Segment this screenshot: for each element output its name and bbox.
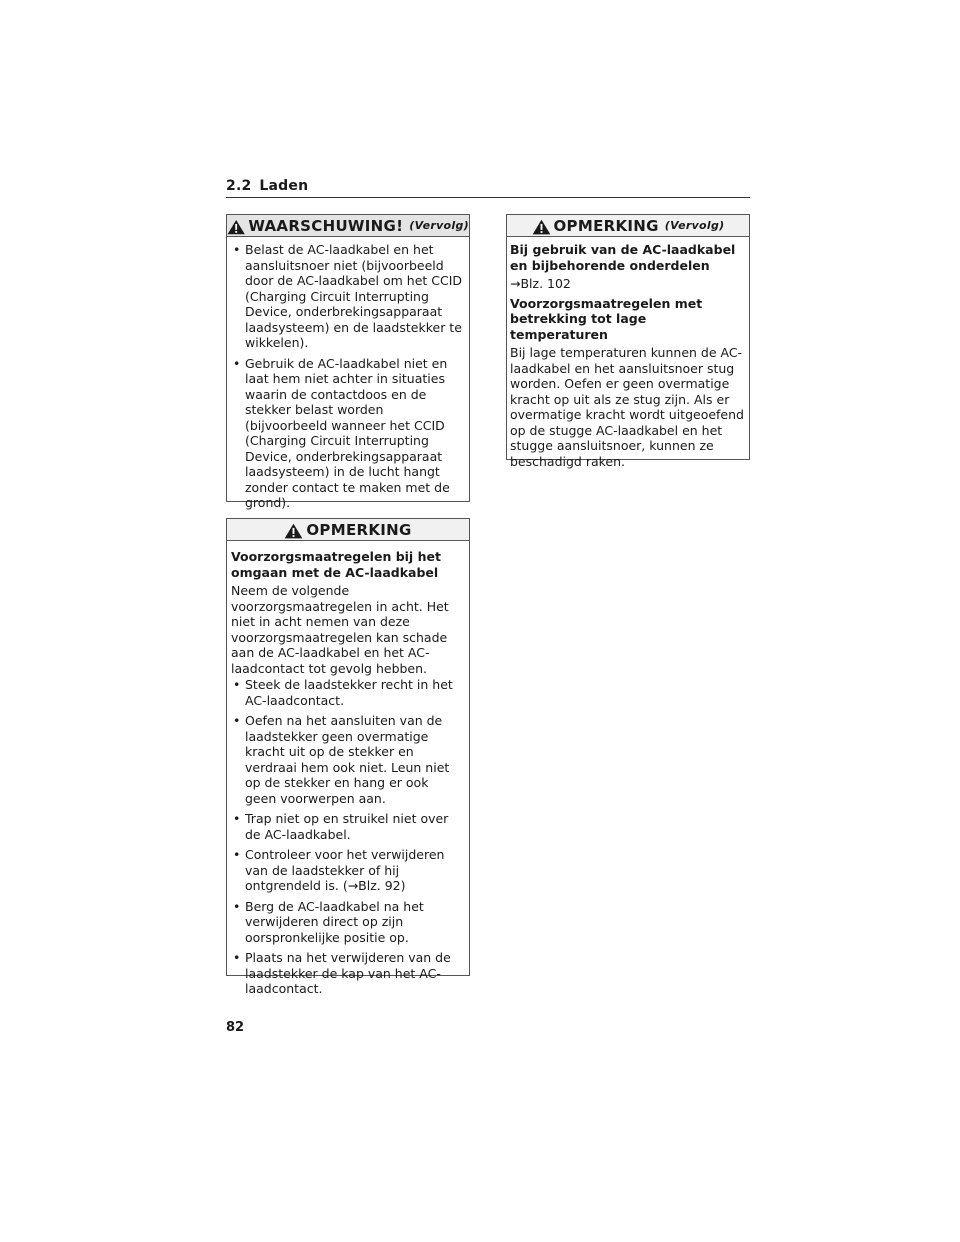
note-continued-box [506,214,750,469]
note-box-header [227,519,469,541]
warning-continued-label: (Vervolg) [409,219,469,232]
warning-triangle-icon [284,523,303,539]
section-title: Laden [259,178,309,194]
warning-title: WAARSCHUWING! [248,216,404,235]
note-box-body [227,541,469,1008]
note-body-2: Bij lage temperaturen kunnen de AC-laadkabel en het aansluitsnoer stug worden. Oefen er geen overmatige kracht op uit als ze stug zijn. Als er overmatige kracht wordt uitgeoefend op de stugge AC-laadkabel en het stugge aansluitsnoer, kunnen ze beschadigd raken. [510,345,744,469]
note-continued-label: (Vervolg) [664,219,725,232]
warning-triangle-icon [532,219,551,235]
warning-list [231,242,463,511]
section-number: 2.2 [226,178,252,194]
list-item: • Controleer voor het verwijderen van de laadstekker of hij ontgrendeld is. (→Blz. 92) [231,847,463,894]
list-item: • Plaats na het verwijderen van de laadstekker de kap van het AC-laadcontact. [231,950,463,997]
warning-box-header [227,215,469,237]
list-item: • Gebruik de AC-laadkabel niet en laat hem niet achter in situaties waarin de contactdoos en de stekker belast worden (bijvoorbeeld wanneer het CCID (Charging Circuit Interrupting Device, onderbrekingsapparaat laadsysteem) in de lucht hangt zonder contact te maken met de grond). [231,356,463,511]
note-box [226,518,470,996]
note-subheading-2: Voorzorgsmaatregelen met betrekking tot lage temperaturen [510,295,703,342]
note-continued-header [507,215,749,237]
list-item: • Trap niet op en struikel niet over de AC-laadkabel. [231,811,463,842]
list-item: • Belast de AC-laadkabel en het aansluitsnoer niet (bijvoorbeeld door de AC-laadkabel om het CCID (Charging Circuit Interrupting Device, onderbrekingsapparaat laadsysteem) en de laadstekker te wikkelen). [231,242,463,351]
warning-triangle-icon [227,219,245,235]
note-title: OPMERKING [306,520,412,539]
note-continued-title: OPMERKING [553,216,659,235]
section-header [226,178,750,198]
note-list [231,677,463,997]
note-subheading-1: Bij gebruik van de AC-laadkabel en bijbehorende onderdelen [510,242,736,273]
warning-box [226,214,470,510]
list-item: • Oefen na het aansluiten van de laadstekker geen overmatige kracht uit op de stekker en verdraai hem ook niet. Leun niet op de stekker en hang er ook geen voorwerpen aan. [231,713,463,806]
warning-box-body [227,237,469,522]
list-item: • Berg de AC-laadkabel na het verwijderen direct op zijn oorspronkelijke positie op. [231,899,463,946]
note-intro: Neem de volgende voorzorgsmaatregelen in acht. Het niet in acht nemen van deze voorzorgsmaatregelen kan schade aan de AC-laadkabel en het AC-laadcontact tot gevolg hebben. [231,583,449,676]
page-reference[interactable]: →Blz. 102 [510,276,571,291]
note-continued-body [507,237,749,479]
page-number: 82 [226,1020,245,1035]
list-item: • Steek de laadstekker recht in het AC-laadcontact. [231,677,463,708]
note-subheading: Voorzorgsmaatregelen bij het omgaan met de AC-laadkabel [231,549,441,580]
